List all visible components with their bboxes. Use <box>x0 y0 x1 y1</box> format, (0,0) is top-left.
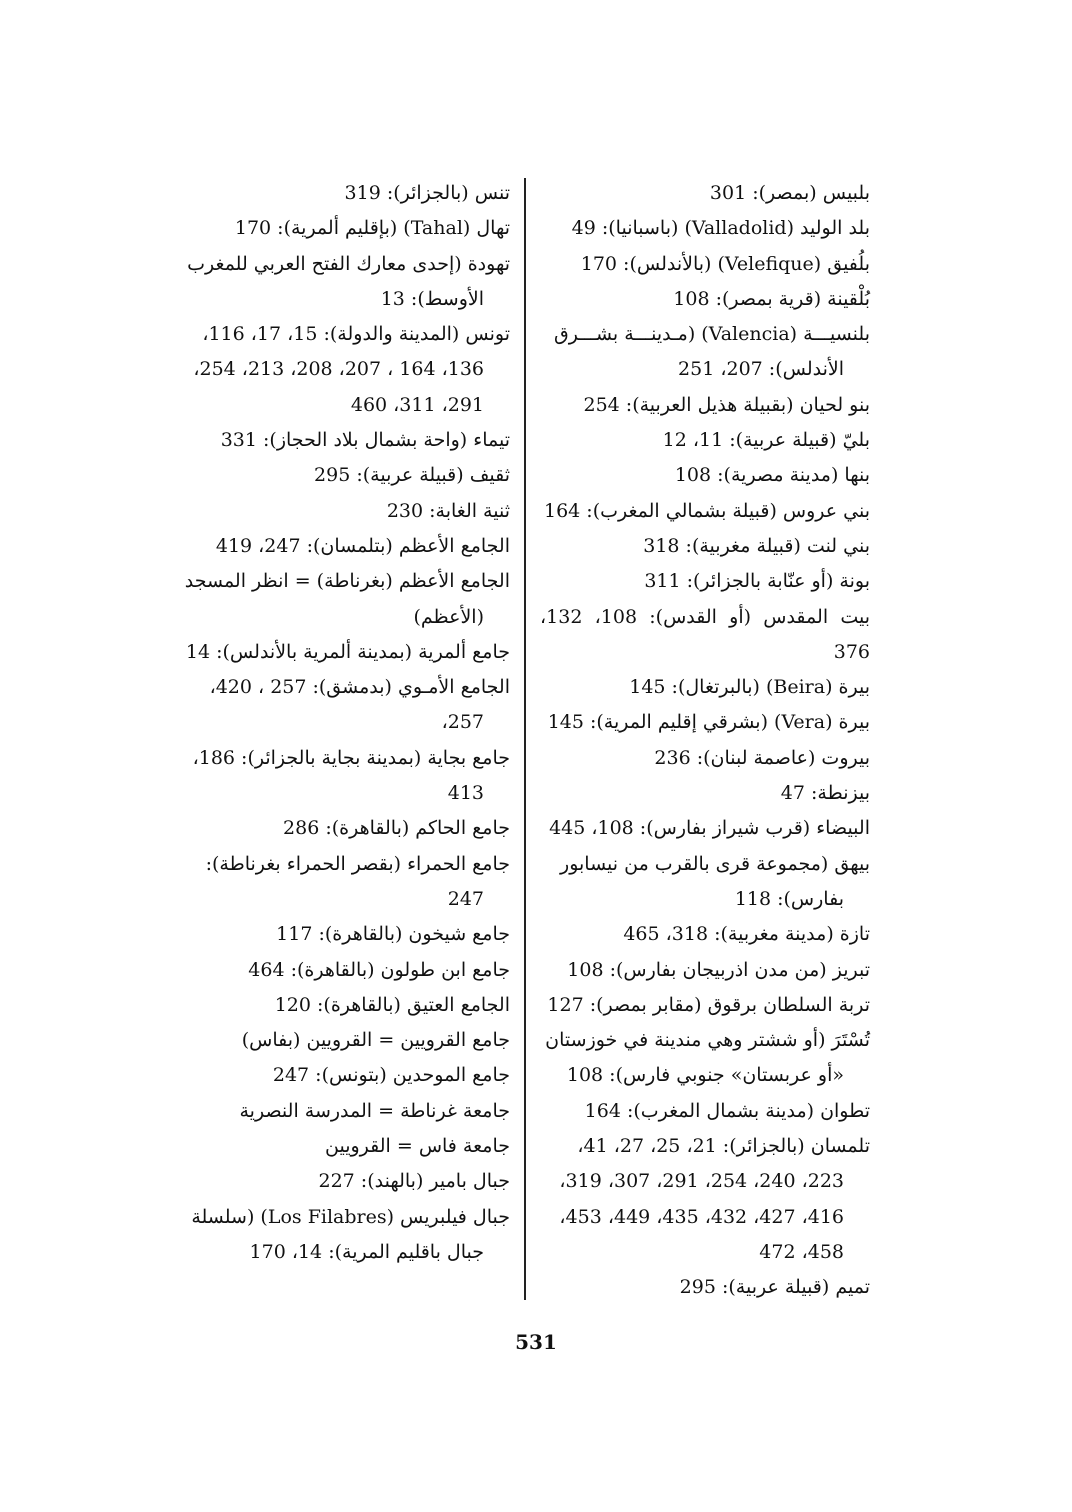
index-entry <box>540 1094 870 1129</box>
index-entry-text: جامعة فاس = القرويين <box>325 1135 510 1158</box>
index-entry-text: الجامع الأعظم (بغرناطة) = انظر المسجد <box>184 570 510 593</box>
index-entry <box>540 811 870 846</box>
index-column-right <box>540 176 870 1306</box>
index-entry <box>540 670 870 705</box>
index-entry <box>180 741 510 812</box>
index-entry-text: تنس (بالجزائر): 319 <box>344 182 510 204</box>
index-entry-text: الجامع الأعظم (بتلمسان): 247، 419 <box>215 534 510 557</box>
index-entry <box>180 1129 510 1164</box>
index-entry-text: الجامع الأمـوي (بدمشق): 257 ، 420، <box>209 676 510 699</box>
index-entry <box>540 1270 870 1305</box>
index-entry <box>180 529 510 564</box>
index-entry-text: بيرة (Beira) (بالبرتغال): 145 <box>629 676 870 699</box>
index-entry <box>540 1023 870 1094</box>
index-entry <box>540 1129 870 1200</box>
index-entry <box>180 176 510 211</box>
index-entry-text: بلُفيق (Velefique) (بالأندلس): 170 <box>580 252 870 275</box>
index-entry <box>540 564 870 599</box>
index-entry-text: جامعة غرناطة = المدرسة النصرية <box>239 1099 510 1122</box>
index-entry-text: تيماء (واحة بشمال بلاد الحجاز): 331 <box>220 429 510 452</box>
index-entry <box>180 317 510 388</box>
index-entry <box>540 247 870 282</box>
index-entry-text: بُلْقينة (قرية بمصر): 108 <box>673 287 870 310</box>
page-number: 531 <box>515 1330 557 1354</box>
index-entry-text: بنها (مدينة مصرية): 108 <box>674 464 870 487</box>
index-entry-text: بونة (أو عنّابة بالجزائر): 311 <box>644 570 870 593</box>
index-entry-continuation: الأوسط): 13 <box>380 287 484 310</box>
index-entry <box>540 176 870 211</box>
index-entry-continuation: 416، 427، 432، 435، 449، 453، 458، 472 <box>559 1205 844 1263</box>
index-entry <box>540 917 870 952</box>
index-entry <box>180 635 510 670</box>
index-entry-text: بيرة (Vera) (بشرقي إقليم المرية): 145 <box>547 711 870 734</box>
index-entry <box>180 423 510 458</box>
index-entry <box>540 776 870 811</box>
index-entry <box>180 247 510 318</box>
index-entry <box>180 847 510 918</box>
index-entry <box>540 741 870 776</box>
index-entry-text: تونس (المدينة والدولة): 15، 17، 116، <box>202 323 510 346</box>
index-entry-text: جامع القرويين = القرويين (بفاس) <box>241 1029 510 1052</box>
index-entry-continuation: 413 <box>447 782 484 805</box>
index-entry <box>540 317 870 388</box>
index-entry <box>180 1164 510 1199</box>
index-entry-text: جامع ابن طولون (بالقاهرة): 464 <box>248 958 510 981</box>
index-entry-text: البيضاء (قرب شيراز بفارس): 108، 445 <box>549 817 870 840</box>
index-entry-text: بيروت (عاصمة لبنان): 236 <box>654 746 870 769</box>
index-entry-text: تهال (Tahal) (بإقليم ألمرية): 170 <box>234 217 510 240</box>
index-entry-text: تهودة (إحدى معارك الفتح العربي للمغرب <box>187 252 510 275</box>
index-entry <box>540 600 870 671</box>
index-entry-text: بيهق (مجموعة قرى بالقرب من نيسابور <box>560 852 870 875</box>
index-entry <box>540 847 870 918</box>
index-entry <box>540 423 870 458</box>
index-entry-text: بني عروس (قبيلة بشمالي المغرب): 164 <box>544 499 870 522</box>
index-entry-continuation: (الأعظم) <box>413 605 484 628</box>
index-entry-text: جامع بجاية (بمدينة بجاية بالجزائر): 186، <box>192 746 510 769</box>
index-entry-continuation: جبال باقليم المرية): 14، 170 <box>249 1240 484 1263</box>
index-entry <box>180 564 510 635</box>
index-entry-continuation: 291، 311، 460 <box>350 393 484 416</box>
index-entry <box>540 988 870 1023</box>
index-entry <box>540 282 870 317</box>
index-entry-text: بيت المقدس (أو القدس): 108، 132، 376 <box>540 605 871 663</box>
index-entry <box>540 458 870 493</box>
index-column-left <box>180 176 510 1270</box>
index-entry-text: تربة السلطان برقوق (مقابر بمصر): 127 <box>547 993 870 1016</box>
index-entry <box>180 1094 510 1129</box>
index-entry-text: تُسْتَرَ (أو ششتر وهي مندينة في خوزستان <box>545 1029 870 1052</box>
index-entry <box>540 705 870 740</box>
index-entry <box>180 917 510 952</box>
index-entry <box>180 458 510 493</box>
index-entry-text: جامع الموحدين (بتونس): 247 <box>272 1064 510 1087</box>
index-entry-text: تميم (قبيلة عربية): 295 <box>679 1276 870 1299</box>
index-entry-text: جبال بامير (بالهند): 227 <box>318 1170 510 1193</box>
index-entry <box>180 388 510 423</box>
index-entry <box>540 494 870 529</box>
index-entry-continuation: 223، 240، 254، 291، 307، 319، <box>559 1170 844 1193</box>
index-entry <box>180 670 510 741</box>
index-entry <box>540 388 870 423</box>
index-entry-text: بلبيس (بمصر): 301 <box>709 182 870 204</box>
index-entry-text: تلمسان (بالجزائر): 21، 25، 27، 41، <box>577 1135 870 1158</box>
index-entry-text: جامع شيخون (بالقاهرة): 117 <box>276 923 510 946</box>
index-entry-text: بلنسيـــة (Valencia) (مـدينـــة بشـــرق <box>554 323 870 346</box>
index-entry <box>180 1023 510 1058</box>
index-entry-text: جبال فيلبريس (Los Filabres) (سلسلة <box>191 1205 510 1228</box>
index-entry-continuation: بفارس): 118 <box>734 887 844 910</box>
index-entry-text: تطوان (مدينة بشمال المغرب): 164 <box>584 1099 870 1122</box>
index-entry <box>540 953 870 988</box>
index-entry-text: بيزنطة: 47 <box>780 782 870 805</box>
index-entry-text: بنو لحيان (بقبيلة هذيل العربية): 254 <box>583 393 870 416</box>
index-entry-text: تبريز (من مدن اذربيجان بفارس): 108 <box>567 958 870 981</box>
index-entry-text: بليّ (قبيلة عربية): 11، 12 <box>662 429 870 452</box>
index-entry <box>180 1058 510 1093</box>
index-entry <box>180 953 510 988</box>
index-entry-continuation: «أو عربستان» جنوبي فارس): 108 <box>566 1064 844 1087</box>
index-entry <box>540 1200 870 1271</box>
index-entry-text: جامع الحمراء (بقصر الحمراء بغرناطة): <box>205 852 510 875</box>
index-entry-text: تازة (مدينة مغربية): 318، 465 <box>623 923 870 946</box>
index-entry-text: جامع ألمرية (بمدينة ألمرية بالأندلس): 14 <box>185 640 510 663</box>
index-entry <box>180 811 510 846</box>
index-entry <box>540 529 870 564</box>
index-entry <box>180 988 510 1023</box>
index-entry-text: جامع الحاكم (بالقاهرة): 286 <box>283 817 510 840</box>
index-entry <box>180 211 510 246</box>
index-entry <box>180 1200 510 1271</box>
index-entry-continuation: 257، <box>441 711 484 734</box>
index-entry <box>180 494 510 529</box>
index-entry-text: بلد الوليد (Valladolid) (باسبانيا): 49 <box>571 217 870 240</box>
index-entry-continuation: الأندلس): 207، 251 <box>678 358 844 381</box>
index-entry-text: ثقيف (قبيلة عربية): 295 <box>314 464 510 487</box>
index-entry <box>540 211 870 246</box>
index-entry-text: الجامع العتيق (بالقاهرة): 120 <box>274 993 510 1016</box>
index-entry-text: ثنية الغابة: 230 <box>386 499 510 522</box>
index-entry-continuation: 136، 164 ، 207، 208، 213، 254، <box>193 358 484 381</box>
column-divider <box>524 178 526 1300</box>
index-entry-continuation: 247 <box>447 887 484 910</box>
index-entry-text: بني لنت (قبيلة مغربية): 318 <box>643 534 870 557</box>
